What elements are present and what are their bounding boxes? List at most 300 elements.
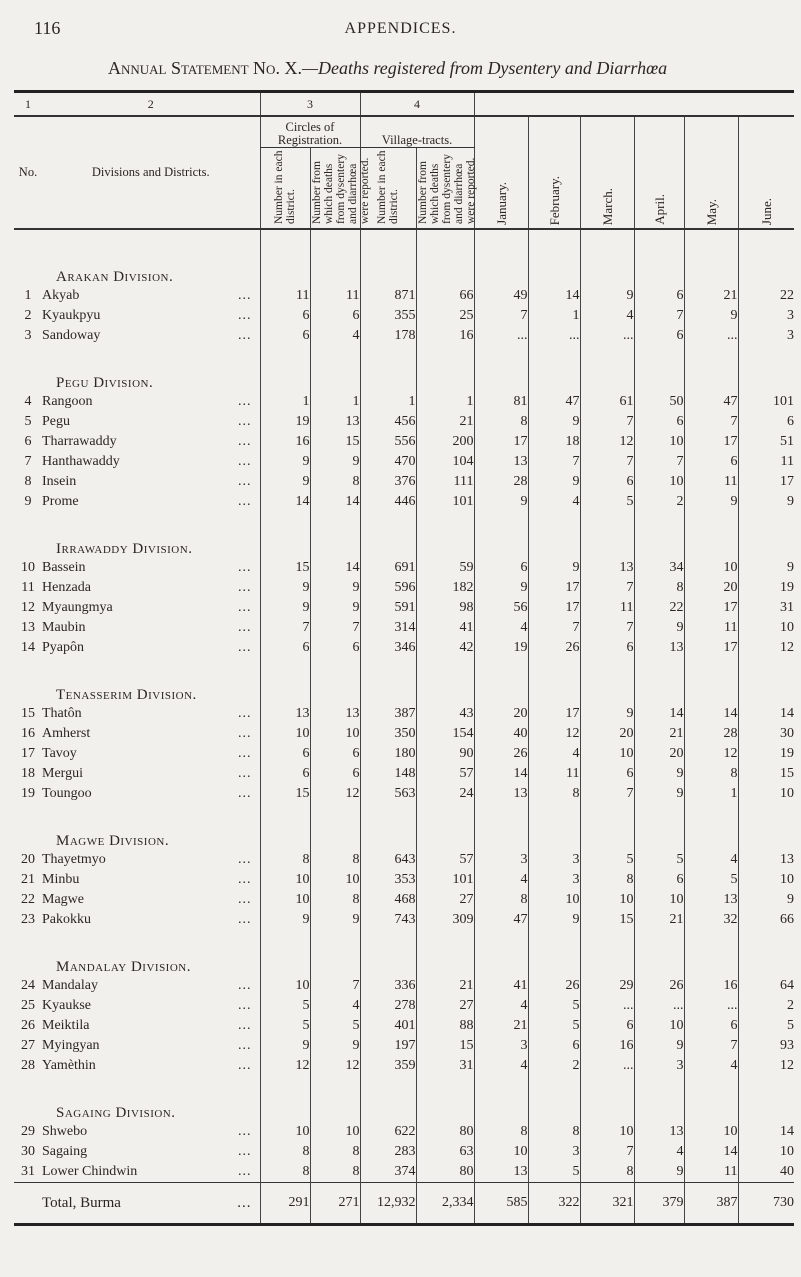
value-cell: 5 [528, 996, 580, 1016]
value-cell: 13 [474, 784, 528, 804]
value-cell: 8 [528, 784, 580, 804]
row-number: 7 [24, 454, 32, 469]
table-row [14, 704, 794, 724]
table-row [14, 392, 794, 412]
row-number: 9 [24, 494, 32, 509]
district-name: Myaungmya [42, 600, 113, 615]
value-cell: 6 [580, 638, 634, 658]
value-cell: 16 [260, 432, 310, 452]
table-body [14, 229, 794, 1225]
header-february: February. [546, 175, 562, 225]
value-cell: 622 [360, 1122, 416, 1142]
value-cell: 6 [634, 326, 684, 346]
value-cell: 346 [360, 638, 416, 658]
leader-dots: ... [238, 560, 252, 575]
value-cell: 4 [474, 618, 528, 638]
value-cell: 4 [634, 1142, 684, 1162]
value-cell: 9 [738, 558, 794, 578]
header-may: May. [703, 198, 719, 225]
value-cell: 13 [474, 1162, 528, 1183]
total-value-cell: 730 [738, 1183, 794, 1225]
header-no: No. [14, 116, 42, 229]
leader-dots: ... [238, 872, 252, 887]
value-cell: 20 [580, 724, 634, 744]
value-cell: 3 [738, 306, 794, 326]
district-cell [42, 306, 260, 326]
row-number: 18 [21, 766, 35, 781]
value-cell: 14 [528, 286, 580, 306]
value-cell: 32 [684, 910, 738, 930]
value-cell: 26 [528, 976, 580, 996]
value-cell: ... [580, 1056, 634, 1076]
value-cell: 10 [634, 432, 684, 452]
value-cell: 50 [634, 392, 684, 412]
district-name: Prome [42, 494, 79, 509]
table-row [14, 1056, 794, 1076]
district-name: Toungoo [42, 786, 92, 801]
value-cell: 5 [528, 1016, 580, 1036]
value-cell: 21 [416, 412, 474, 432]
value-cell: 6 [310, 306, 360, 326]
value-cell: 691 [360, 558, 416, 578]
division-header-row [14, 1076, 794, 1122]
value-cell: 9 [260, 1036, 310, 1056]
district-cell [42, 472, 260, 492]
district-name: Meiktila [42, 1018, 90, 1033]
division-header-row [14, 804, 794, 850]
table-row [14, 306, 794, 326]
row-number: 31 [21, 1164, 35, 1179]
district-cell [42, 1142, 260, 1162]
table-row [14, 452, 794, 472]
row-number: 27 [21, 1038, 35, 1053]
value-cell: 11 [310, 286, 360, 306]
division-header-row [14, 658, 794, 704]
row-number: 25 [21, 998, 35, 1013]
district-name: Akyab [42, 288, 80, 303]
value-cell: 14 [738, 1122, 794, 1142]
value-cell: 456 [360, 412, 416, 432]
district-cell [42, 558, 260, 578]
value-cell: 80 [416, 1122, 474, 1142]
value-cell: 21 [684, 286, 738, 306]
value-cell: 10 [738, 1142, 794, 1162]
value-cell: 6 [580, 472, 634, 492]
value-cell: 8 [474, 890, 528, 910]
value-cell: 10 [580, 744, 634, 764]
value-cell: 17 [738, 472, 794, 492]
leader-dots: ... [238, 912, 252, 927]
division-name: Magwe Division. [56, 833, 170, 849]
value-cell: 468 [360, 890, 416, 910]
value-cell: 556 [360, 432, 416, 452]
value-cell: 9 [260, 452, 310, 472]
value-cell: 14 [474, 764, 528, 784]
value-cell: 1 [360, 392, 416, 412]
value-cell: 40 [474, 724, 528, 744]
table-row [14, 638, 794, 658]
value-cell: 41 [416, 618, 474, 638]
value-cell: 26 [528, 638, 580, 658]
value-cell: 8 [310, 1142, 360, 1162]
total-row [14, 1183, 794, 1225]
value-cell: 7 [580, 1142, 634, 1162]
district-cell [42, 784, 260, 804]
division-name: Tenasserim Division. [56, 687, 197, 703]
value-cell: 1 [310, 392, 360, 412]
leader-dots: ... [238, 414, 252, 429]
leader-dots: ... [238, 474, 252, 489]
value-cell: 9 [580, 286, 634, 306]
value-cell: 9 [474, 578, 528, 598]
deaths-table [14, 90, 794, 1226]
value-cell: 871 [360, 286, 416, 306]
table-row [14, 784, 794, 804]
leader-dots: ... [238, 620, 252, 635]
value-cell: 9 [634, 764, 684, 784]
value-cell: 9 [528, 558, 580, 578]
district-cell [42, 1122, 260, 1142]
header-divisions: Divisions and Districts. [42, 116, 260, 229]
value-cell: 14 [310, 492, 360, 512]
value-cell: 9 [260, 910, 310, 930]
value-cell: 9 [310, 452, 360, 472]
value-cell: 4 [528, 744, 580, 764]
district-cell [42, 286, 260, 306]
value-cell: 30 [738, 724, 794, 744]
value-cell: 10 [634, 890, 684, 910]
value-cell: 22 [738, 286, 794, 306]
header-april: April. [651, 194, 667, 225]
value-cell: 1 [528, 306, 580, 326]
value-cell: 11 [738, 452, 794, 472]
value-cell: 7 [684, 1036, 738, 1056]
district-name: Magwe [42, 892, 84, 907]
district-cell [42, 764, 260, 784]
value-cell: 6 [634, 286, 684, 306]
table-row [14, 286, 794, 306]
leader-dots: ... [238, 394, 252, 409]
value-cell: 31 [738, 598, 794, 618]
value-cell: 12 [310, 784, 360, 804]
value-cell: 20 [474, 704, 528, 724]
value-cell: 8 [310, 850, 360, 870]
value-cell: 27 [416, 996, 474, 1016]
value-cell: 31 [416, 1056, 474, 1076]
value-cell: 10 [260, 724, 310, 744]
value-cell: 278 [360, 996, 416, 1016]
district-cell [42, 890, 260, 910]
value-cell: 80 [416, 1162, 474, 1183]
value-cell: 4 [580, 306, 634, 326]
district-name: Tavoy [42, 746, 77, 761]
value-cell: 11 [684, 472, 738, 492]
value-cell: 10 [260, 1122, 310, 1142]
value-cell: 4 [684, 850, 738, 870]
leader-dots: ... [238, 1018, 252, 1033]
value-cell: 90 [416, 744, 474, 764]
column-number: 4 [360, 93, 474, 116]
header-june: June. [758, 197, 774, 225]
value-cell: 24 [416, 784, 474, 804]
row-number: 1 [24, 288, 32, 303]
value-cell: 9 [684, 306, 738, 326]
leader-dots: ... [238, 328, 252, 343]
value-cell: 596 [360, 578, 416, 598]
value-cell: 7 [580, 618, 634, 638]
leader-dots: ... [238, 766, 252, 781]
header-january: January. [493, 182, 509, 225]
value-cell: 98 [416, 598, 474, 618]
table-row [14, 744, 794, 764]
value-cell: 6 [474, 558, 528, 578]
value-cell: 17 [684, 432, 738, 452]
value-cell: 7 [634, 306, 684, 326]
district-name: Bassein [42, 560, 86, 575]
value-cell: 8 [310, 1162, 360, 1183]
value-cell: 42 [416, 638, 474, 658]
row-number: 4 [24, 394, 32, 409]
leader-dots: ... [238, 706, 252, 721]
value-cell: 2 [634, 492, 684, 512]
row-number: 10 [21, 560, 35, 575]
value-cell: 101 [738, 392, 794, 412]
value-cell: ... [580, 996, 634, 1016]
value-cell: 12 [310, 1056, 360, 1076]
district-name: Mandalay [42, 978, 98, 993]
value-cell: 26 [474, 744, 528, 764]
district-cell [42, 850, 260, 870]
value-cell: 9 [310, 910, 360, 930]
division-name: Irrawaddy Division. [56, 541, 193, 557]
value-cell: 9 [528, 412, 580, 432]
district-name: Tharrawaddy [42, 434, 117, 449]
value-cell: 9 [310, 578, 360, 598]
district-name: Kyaukpyu [42, 308, 101, 323]
division-name: Mandalay Division. [56, 959, 191, 975]
value-cell: 15 [310, 432, 360, 452]
value-cell: ... [528, 326, 580, 346]
row-number: 30 [21, 1144, 35, 1159]
district-cell [42, 976, 260, 996]
value-cell: 56 [474, 598, 528, 618]
leader-dots: ... [238, 852, 252, 867]
row-number: 6 [24, 434, 32, 449]
value-cell: 34 [634, 558, 684, 578]
table-row [14, 976, 794, 996]
row-number: 23 [21, 912, 35, 927]
value-cell: ... [580, 326, 634, 346]
value-cell: 47 [684, 392, 738, 412]
value-cell: 5 [260, 996, 310, 1016]
district-name: Pyapôn [42, 640, 84, 655]
value-cell: 5 [310, 1016, 360, 1036]
value-cell: 6 [260, 638, 310, 658]
value-cell: 8 [634, 578, 684, 598]
value-cell: 6 [310, 638, 360, 658]
district-cell [42, 598, 260, 618]
value-cell: 283 [360, 1142, 416, 1162]
value-cell: 376 [360, 472, 416, 492]
value-cell: 3 [528, 870, 580, 890]
value-cell: 63 [416, 1142, 474, 1162]
total-value-cell: 291 [260, 1183, 310, 1225]
value-cell: 28 [474, 472, 528, 492]
value-cell: 1 [684, 784, 738, 804]
value-cell: 197 [360, 1036, 416, 1056]
page-number: 116 [34, 18, 61, 38]
value-cell: 3 [474, 1036, 528, 1056]
value-cell: 5 [738, 1016, 794, 1036]
district-name: Amherst [42, 726, 91, 741]
running-header: APPENDICES. [344, 20, 457, 37]
leader-dots: ... [238, 600, 252, 615]
value-cell: 5 [528, 1162, 580, 1183]
value-cell: 5 [580, 492, 634, 512]
leader-dots: ... [238, 494, 252, 509]
value-cell: 8 [260, 850, 310, 870]
value-cell: 43 [416, 704, 474, 724]
value-cell: 7 [528, 452, 580, 472]
leader-dots: ... [238, 308, 252, 323]
value-cell: 180 [360, 744, 416, 764]
district-name: Sandoway [42, 328, 101, 343]
value-cell: 104 [416, 452, 474, 472]
table-row [14, 1036, 794, 1056]
value-cell: 12 [580, 432, 634, 452]
value-cell: 2 [738, 996, 794, 1016]
district-cell [42, 910, 260, 930]
value-cell: 9 [528, 472, 580, 492]
value-cell: 6 [580, 1016, 634, 1036]
row-number: 11 [21, 580, 35, 595]
district-cell [42, 326, 260, 346]
division-name: Pegu Division. [56, 375, 154, 391]
row-number: 21 [21, 872, 35, 887]
value-cell: 4 [474, 996, 528, 1016]
leader-dots: ... [238, 1058, 252, 1073]
value-cell: 743 [360, 910, 416, 930]
value-cell: 6 [310, 744, 360, 764]
value-cell: 81 [474, 392, 528, 412]
value-cell: 10 [260, 870, 310, 890]
value-cell: 12 [528, 724, 580, 744]
row-number: 16 [21, 726, 35, 741]
division-header-row [14, 346, 794, 392]
value-cell: 14 [634, 704, 684, 724]
value-cell: 16 [580, 1036, 634, 1056]
value-cell: 13 [310, 412, 360, 432]
value-cell: 14 [738, 704, 794, 724]
value-cell: 88 [416, 1016, 474, 1036]
value-cell: 6 [260, 744, 310, 764]
district-name: Maubin [42, 620, 86, 635]
value-cell: 4 [310, 326, 360, 346]
value-cell: 21 [416, 976, 474, 996]
district-cell [42, 412, 260, 432]
division-name: Sagaing Division. [56, 1105, 176, 1121]
value-cell: 5 [684, 870, 738, 890]
value-cell: 6 [528, 1036, 580, 1056]
table-row [14, 890, 794, 910]
value-cell: 9 [634, 1162, 684, 1183]
table-row [14, 492, 794, 512]
value-cell: 4 [528, 492, 580, 512]
district-name: Pakokku [42, 912, 91, 927]
value-cell: 7 [474, 306, 528, 326]
table-row [14, 1142, 794, 1162]
column-number: 1 [14, 93, 42, 116]
statement-title [108, 58, 667, 79]
total-value-cell: 585 [474, 1183, 528, 1225]
value-cell: 8 [260, 1142, 310, 1162]
row-number: 12 [21, 600, 35, 615]
value-cell: 13 [310, 704, 360, 724]
value-cell: 17 [528, 704, 580, 724]
value-cell: 18 [528, 432, 580, 452]
row-number: 15 [21, 706, 35, 721]
value-cell: 11 [684, 618, 738, 638]
value-cell: 15 [416, 1036, 474, 1056]
value-cell: 12 [260, 1056, 310, 1076]
value-cell: 336 [360, 976, 416, 996]
value-cell: ... [684, 996, 738, 1016]
value-cell: 17 [528, 578, 580, 598]
district-name: Thatôn [42, 706, 82, 721]
total-value-cell: 322 [528, 1183, 580, 1225]
value-cell: 66 [738, 910, 794, 930]
leader-dots: ... [238, 978, 252, 993]
value-cell: 10 [684, 558, 738, 578]
value-cell: 17 [528, 598, 580, 618]
district-name: Mergui [42, 766, 83, 781]
value-cell: 40 [738, 1162, 794, 1183]
value-cell: 8 [310, 890, 360, 910]
district-cell [42, 1162, 260, 1183]
value-cell: 66 [416, 286, 474, 306]
district-name: Thayetmyo [42, 852, 106, 867]
value-cell: 16 [416, 326, 474, 346]
value-cell: 9 [634, 784, 684, 804]
value-cell: 9 [684, 492, 738, 512]
value-cell: 14 [684, 704, 738, 724]
total-value-cell: 379 [634, 1183, 684, 1225]
value-cell: 20 [684, 578, 738, 598]
value-cell: 13 [634, 1122, 684, 1142]
value-cell: 14 [260, 492, 310, 512]
value-cell: 8 [580, 1162, 634, 1183]
value-cell: 7 [634, 452, 684, 472]
value-cell: 49 [474, 286, 528, 306]
total-label-cell [42, 1183, 260, 1225]
value-cell: 8 [310, 472, 360, 492]
district-cell [42, 392, 260, 412]
value-cell: 17 [474, 432, 528, 452]
value-cell: 387 [360, 704, 416, 724]
value-cell: 9 [260, 598, 310, 618]
value-cell: 21 [634, 724, 684, 744]
value-cell: 10 [260, 890, 310, 910]
row-number: 14 [21, 640, 35, 655]
district-name: Hanthawaddy [42, 454, 120, 469]
value-cell: 10 [738, 784, 794, 804]
value-cell: 93 [738, 1036, 794, 1056]
table-row [14, 764, 794, 784]
value-cell: 8 [684, 764, 738, 784]
value-cell: 3 [474, 850, 528, 870]
value-cell: 14 [684, 1142, 738, 1162]
row-number: 5 [24, 414, 32, 429]
